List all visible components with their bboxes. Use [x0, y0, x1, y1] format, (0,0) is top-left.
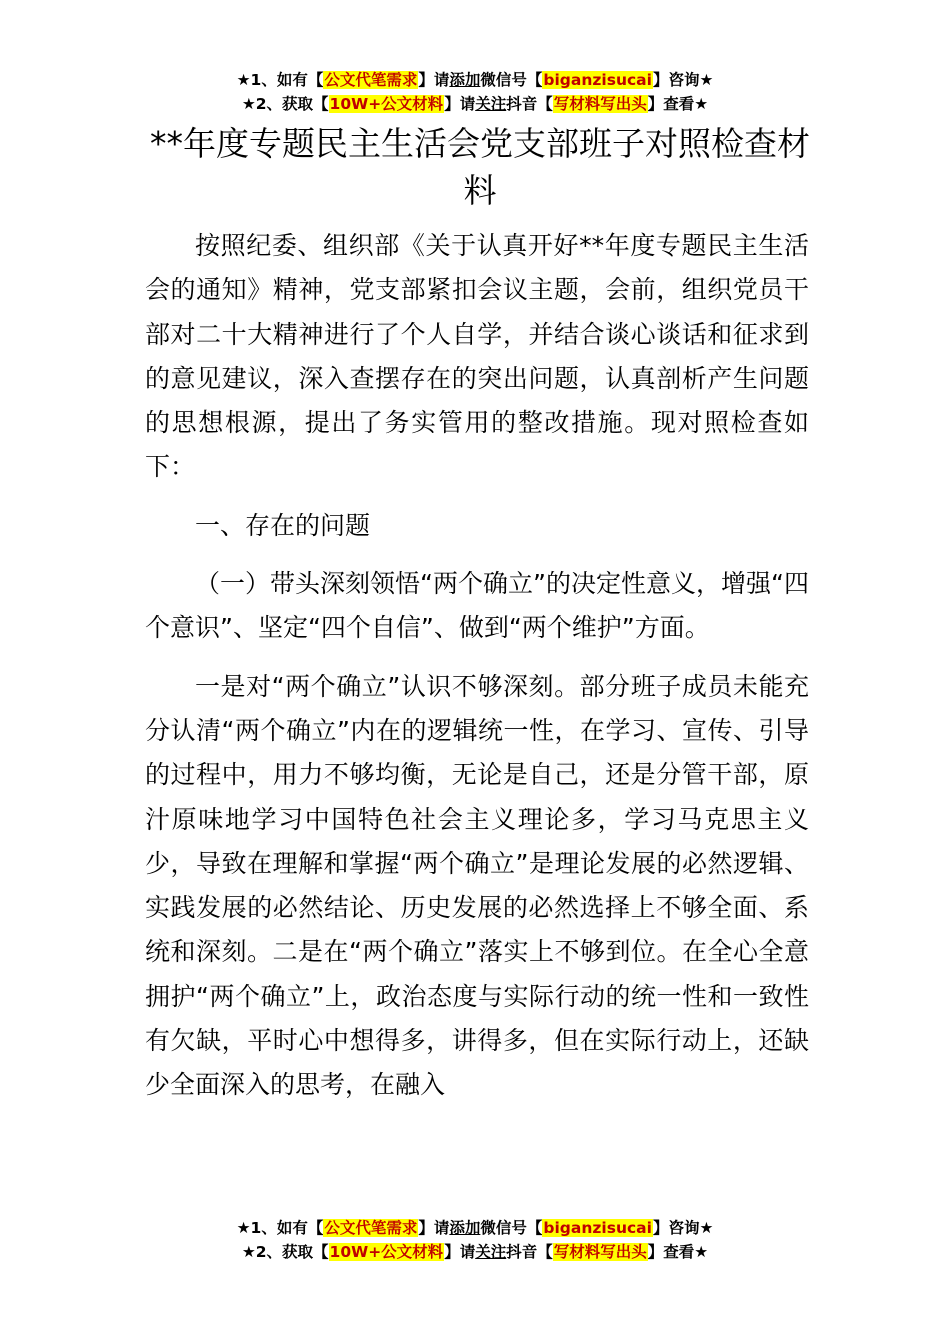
promo-text: 】咨询★: [652, 1219, 714, 1237]
section-heading: 一、存在的问题: [195, 510, 371, 540]
promo-line-1: [0, 68, 950, 92]
promo-underline-add: 添加: [449, 1219, 481, 1237]
document-title: **年度专题民主生活会党支部班子对照检查材料: [150, 124, 810, 210]
promo-text: 】请: [418, 1219, 450, 1237]
promo-text: 】查看★: [647, 95, 709, 113]
promo-text: ★2、获取【: [241, 95, 329, 113]
promo-underline-follow: 关注: [475, 1243, 507, 1261]
promo-line-2: [0, 92, 950, 116]
promo-underline-follow: 关注: [475, 95, 507, 113]
promo-banner-top: [0, 68, 950, 116]
promo-text: ★1、如有【: [236, 1219, 324, 1237]
promo-highlight-service: 公文代笔需求: [324, 1219, 418, 1237]
promo-highlight-materials: 10W+公文材料: [329, 1243, 444, 1261]
document-body: [145, 224, 809, 1108]
promo-text: 微信号【: [480, 71, 543, 89]
promo-text: 抖音【: [506, 95, 553, 113]
promo-text: ★1、如有【: [236, 71, 324, 89]
promo-text: 】查看★: [647, 1243, 709, 1261]
promo-banner-bottom: [0, 1216, 950, 1264]
promo-line-1: [0, 1216, 950, 1240]
promo-text: ★2、获取【: [241, 1243, 329, 1261]
promo-line-2: [0, 1240, 950, 1264]
promo-text: 】请: [444, 95, 476, 113]
promo-text: 】咨询★: [652, 71, 714, 89]
promo-text: 抖音【: [506, 1243, 553, 1261]
promo-text: 微信号【: [480, 1219, 543, 1237]
promo-underline-add: 添加: [449, 71, 481, 89]
subsection-heading: （一）带头深刻领悟“两个确立”的决定性意义，增强“四个意识”、坚定“四个自信”、做到“两个维护”方面。: [145, 569, 809, 643]
promo-text: 】请: [418, 71, 450, 89]
promo-text: 】请: [444, 1243, 476, 1261]
promo-highlight-wechat-id: biganzisucai: [543, 1219, 652, 1237]
promo-highlight-douyin: 写材料写出头: [553, 1243, 647, 1261]
promo-highlight-materials: 10W+公文材料: [329, 95, 444, 113]
promo-highlight-service: 公文代笔需求: [324, 71, 418, 89]
promo-highlight-wechat-id: biganzisucai: [543, 71, 652, 89]
promo-highlight-douyin: 写材料写出头: [553, 95, 647, 113]
intro-paragraph: 按照纪委、组织部《关于认真开好**年度专题民主生活会的通知》精神，党支部紧扣会议主题，会前，组织党员干部对二十大精神进行了个人自学，并结合谈心谈话和征求到的意见建议，深入查摆存在的突出问题，认真剖析产生问题的思想根源，提出了务实管用的整改措施。现对照检查如下：: [145, 231, 809, 482]
body-paragraph: 一是对“两个确立”认识不够深刻。部分班子成员未能充分认清“两个确立”内在的逻辑统一性，在学习、宣传、引导的过程中，用力不够均衡，无论是自己，还是分管干部，原汁原味地学习中国特色社会主义理论多，学习马克思主义少，导致在理解和掌握“两个确立”是理论发展的必然逻辑、实践发展的必然结论、历史发展的必然选择上不够全面、系统和深刻。二是在“两个确立”落实上不够到位。在全心全意拥护“两个确立”上，政治态度与实际行动的统一性和一致性有欠缺，平时心中想得多，讲得多，但在实际行动上，还缺少全面深入的思考，在融入: [145, 671, 809, 1100]
